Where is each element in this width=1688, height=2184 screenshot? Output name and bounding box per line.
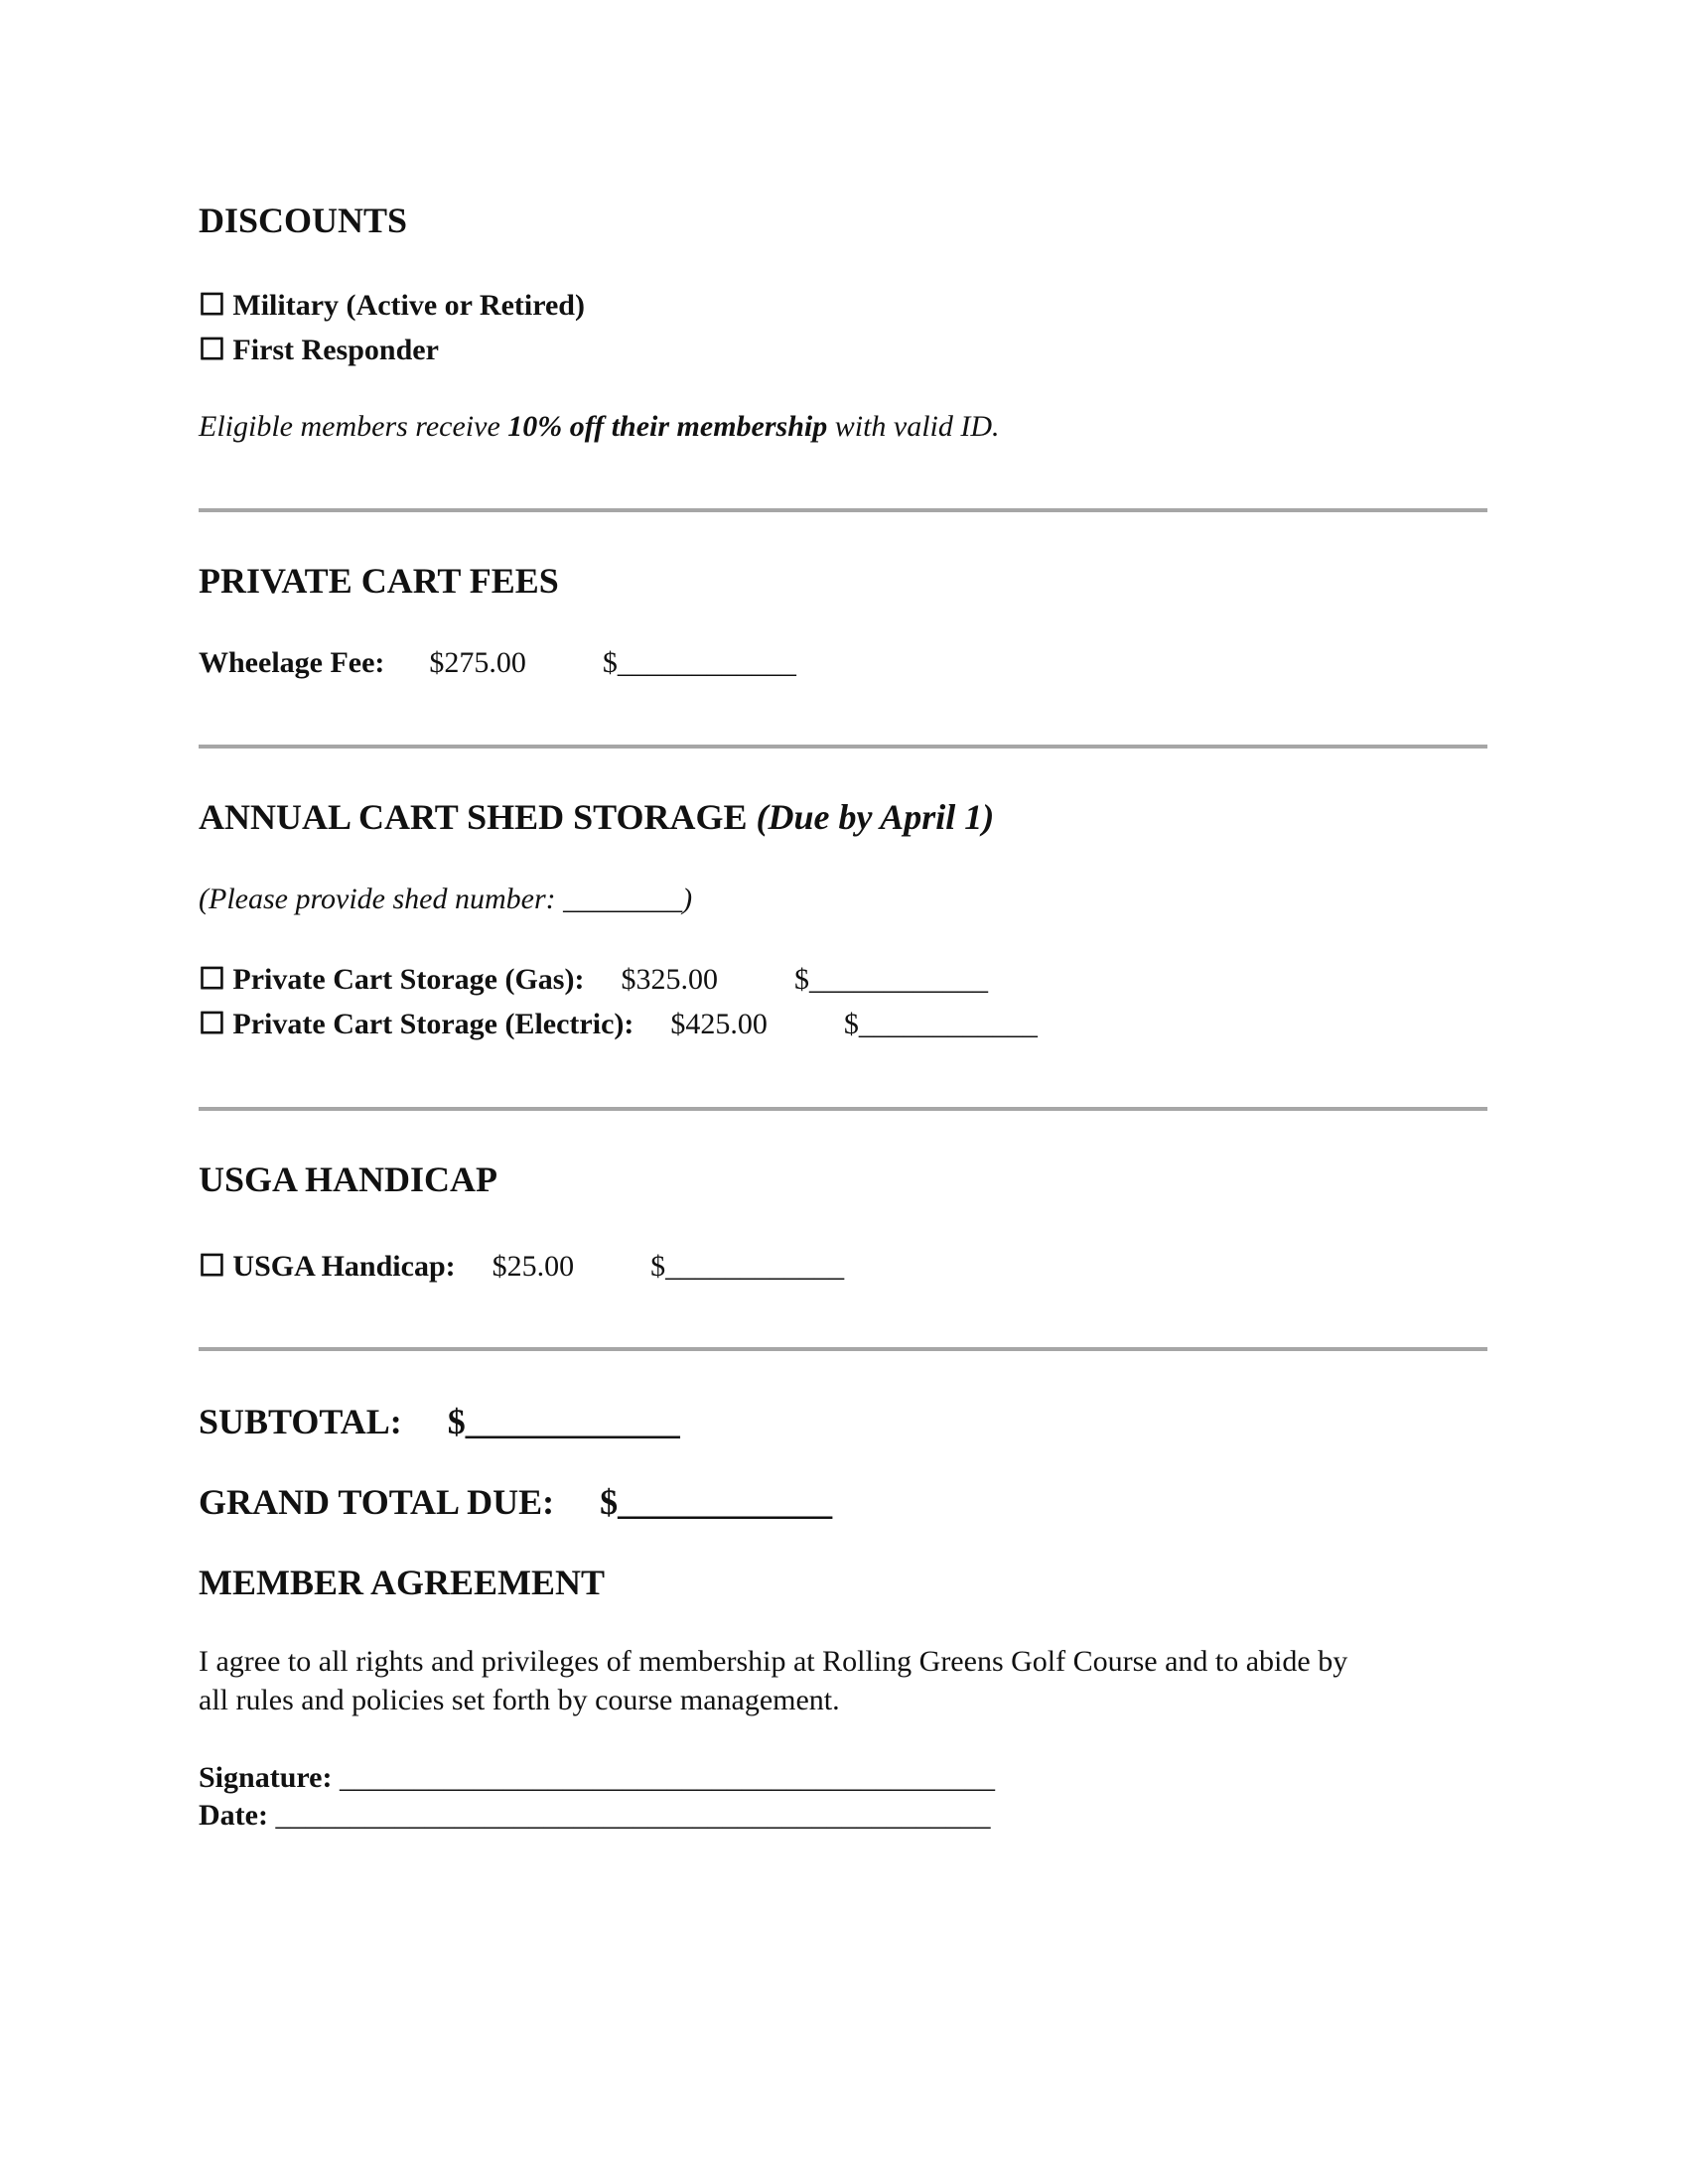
- shed-storage-heading: [199, 795, 994, 839]
- wheelage-fee-label: Wheelage Fee:: [199, 646, 385, 679]
- storage-gas-row[interactable]: [199, 961, 988, 999]
- discount-note: [199, 408, 1000, 446]
- grand-total-label: GRAND TOTAL DUE:: [199, 1482, 555, 1522]
- discount-option-label: Military (Active or Retired): [232, 289, 585, 322]
- discount-note-post: with valid ID.: [834, 410, 1000, 443]
- discounts-heading: DISCOUNTS: [199, 201, 408, 240]
- section-divider: [199, 508, 1487, 512]
- agreement-heading: MEMBER AGREEMENT: [199, 1563, 606, 1602]
- checkbox-icon[interactable]: ☐: [199, 1250, 225, 1283]
- checkbox-icon[interactable]: ☐: [199, 1008, 225, 1040]
- discount-note-bold: 10% off their membership: [507, 410, 828, 443]
- handicap-heading: USGA HANDICAP: [199, 1160, 498, 1199]
- section-divider: [199, 1107, 1487, 1111]
- grand-total-row: [199, 1480, 832, 1524]
- storage-gas-label: Private Cart Storage (Gas):: [232, 963, 585, 996]
- storage-electric-blank[interactable]: $____________: [843, 1008, 1038, 1040]
- section-divider: [199, 1347, 1487, 1351]
- handicap-row[interactable]: [199, 1248, 844, 1286]
- shed-storage-due-note: (Due by April 1): [756, 797, 995, 837]
- subtotal-blank[interactable]: $____________: [447, 1402, 680, 1441]
- checkbox-icon[interactable]: ☐: [199, 334, 225, 366]
- shed-storage-title: ANNUAL CART SHED STORAGE: [199, 797, 748, 837]
- discount-option-label: First Responder: [232, 334, 439, 366]
- discount-option-first-responder[interactable]: [199, 332, 439, 369]
- date-row[interactable]: [199, 1797, 990, 1835]
- wheelage-fee-row: [199, 644, 796, 682]
- date-label: Date:: [199, 1799, 268, 1832]
- subtotal-row: [199, 1400, 680, 1443]
- signature-line[interactable]: ____________________________________________: [339, 1761, 995, 1794]
- discount-option-military[interactable]: [199, 287, 585, 325]
- storage-gas-amount: $325.00: [621, 963, 718, 996]
- wheelage-fee-amount: $275.00: [429, 646, 526, 679]
- section-divider: [199, 745, 1487, 749]
- grand-total-blank[interactable]: $____________: [600, 1482, 833, 1522]
- wheelage-fee-blank[interactable]: $____________: [602, 646, 796, 679]
- storage-electric-row[interactable]: [199, 1006, 1038, 1043]
- agreement-text-line-2: all rules and policies set forth by course management.: [199, 1684, 840, 1716]
- private-cart-heading: PRIVATE CART FEES: [199, 561, 559, 601]
- signature-row[interactable]: [199, 1759, 995, 1797]
- signature-label: Signature:: [199, 1761, 333, 1794]
- handicap-amount: $25.00: [492, 1250, 575, 1283]
- discount-note-pre: Eligible members receive: [199, 410, 500, 443]
- shed-number-prompt[interactable]: (Please provide shed number: ________): [199, 883, 693, 915]
- checkbox-icon[interactable]: ☐: [199, 289, 225, 322]
- date-line[interactable]: ________________________________________________: [275, 1799, 991, 1832]
- storage-gas-blank[interactable]: $____________: [793, 963, 988, 996]
- storage-electric-label: Private Cart Storage (Electric):: [232, 1008, 634, 1040]
- agreement-text-line-1: I agree to all rights and privileges of membership at Rolling Greens Golf Course and to abide by: [199, 1645, 1348, 1678]
- subtotal-label: SUBTOTAL:: [199, 1402, 402, 1441]
- handicap-blank[interactable]: $____________: [650, 1250, 845, 1283]
- handicap-label: USGA Handicap:: [232, 1250, 456, 1283]
- storage-electric-amount: $425.00: [670, 1008, 768, 1040]
- checkbox-icon[interactable]: ☐: [199, 963, 225, 996]
